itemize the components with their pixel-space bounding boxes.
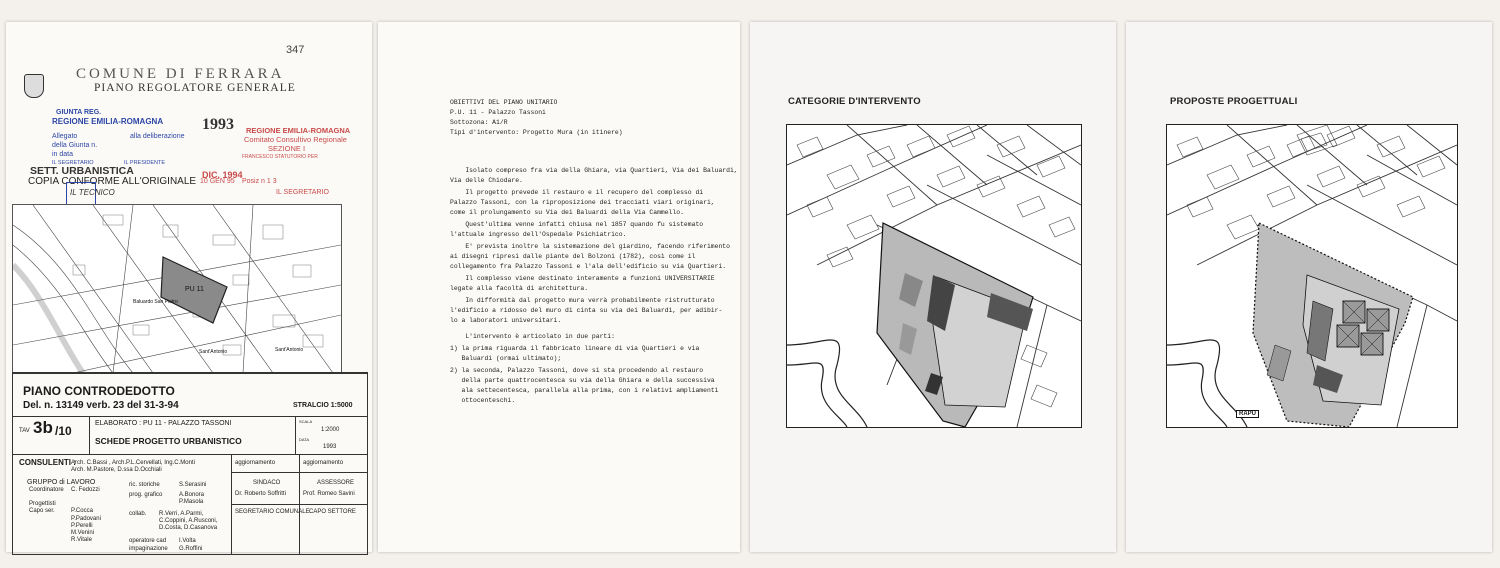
impaginazione-label: impaginazione xyxy=(129,546,168,552)
segretario-label: IL SEGRETARIO xyxy=(52,160,94,166)
proposte-title: PROPOSTE PROGETTUALI xyxy=(1170,96,1298,107)
gruppo-label: GRUPPO di LAVORO xyxy=(27,479,96,486)
consulenti-line1: Arch. C.Bassi , Arch.P.L.Cervellati, Ing.C.Monti xyxy=(71,460,195,466)
coat-of-arms-icon xyxy=(24,74,44,98)
delib-label: alla deliberazione xyxy=(130,133,185,140)
scala-label: SCALA xyxy=(299,419,313,424)
sindaco-label: SINDACO xyxy=(253,480,281,486)
progettista-2: P.Padovani xyxy=(71,516,101,522)
cover-sheet xyxy=(6,22,372,552)
progettista-5: R.Vitale xyxy=(71,537,92,543)
map-santantonio-label: Sant'Antonio xyxy=(199,349,228,355)
red-stamp-region: REGIONE EMILIA-ROMAGNA xyxy=(246,126,351,135)
storico-1: S.Serasini xyxy=(179,482,207,488)
stamp-posiz: Posiz n 1 3 xyxy=(242,178,277,185)
proposte-map xyxy=(1166,124,1458,428)
coordinatore-label: Coordinatore xyxy=(29,487,64,493)
prg-title: PIANO REGOLATORE GENERALE xyxy=(94,82,296,94)
piano-controdedotto: PIANO CONTRODEDOTTO xyxy=(23,384,175,398)
progettisti-label: Progettisti xyxy=(29,501,56,507)
progettista-1: P.Cocca xyxy=(71,508,93,514)
proposte-page xyxy=(1126,22,1492,552)
data-title: DATA xyxy=(299,437,310,442)
stralcio-label: STRALCIO 1:5000 xyxy=(293,402,353,409)
paragraph-3: Quest'ultima venne infatti chiusa nel 1857 quando fu sistemato l'attuale ingresso dell'Ospedale Psichiatrico. xyxy=(450,221,704,238)
capo-settore: CAPO SETTORE xyxy=(309,509,356,515)
paragraph-2: Il progetto prevede il restauro e il recupero del complesso di Palazzo Tassoni, con la riproposizione dei tracciati viari originari, come il prolungamento su Via dei Baluardi della Via Cammello. xyxy=(450,189,715,216)
paragraph-6: In difformità dal progetto mura verrà probabilmente ristrutturato l'edificio a ridosso del muro di cinta su via dei Baluardi, per adibir- lo a laboratori universitari. xyxy=(450,297,723,324)
copia-conforme: COPIA CONFORME ALL'ORIGINALE xyxy=(28,176,197,187)
segretario-comunale: SEGRETARIO COMUNALE xyxy=(235,509,310,515)
page-number: 347 xyxy=(286,44,305,56)
capo-ser-label: Capo ser. xyxy=(29,508,55,514)
consulenti-label: CONSULENTI : xyxy=(19,458,76,467)
categorie-map-svg xyxy=(787,125,1081,427)
allegato-label: Allegato xyxy=(52,133,78,140)
rapu-label: RAPU xyxy=(1236,410,1259,418)
title-block xyxy=(12,372,368,555)
ric-storiche-label: ric. storiche xyxy=(129,482,160,488)
categorie-title: CATEGORIE D'INTERVENTO xyxy=(788,96,921,107)
elaborato-label: ELABORATO : PU 11 - PALAZZO TASSONI xyxy=(95,420,232,427)
paragraph-9: 2) la seconda, Palazzo Tassoni, dove si sta procedendo al restauro della parte quattrocentesca su via della Ghiara e della successiva ala settecentesca, parallela alla prima, con i relativi ampliamenti ottocenteschi. xyxy=(450,367,719,404)
year-label: 1993 xyxy=(202,116,234,133)
collab-1: R.Verri, A.Parmi, xyxy=(159,511,204,517)
progettista-4: M.Venini xyxy=(71,530,95,536)
data-value: 1993 xyxy=(323,444,337,450)
red-stamp-sezione: SEZIONE I xyxy=(268,144,306,153)
sett-urbanistica: SETT. URBANISTICA xyxy=(30,165,134,177)
objectives-header-1: OBIETTIVI DEL PIANO UNITARIO xyxy=(450,99,558,106)
proposte-map-svg xyxy=(1167,125,1457,427)
stamp-date2: 10 GEN 95 xyxy=(200,178,235,185)
stamp-date: DIC. 1994 xyxy=(202,170,243,180)
operatore-2: G.Roffini xyxy=(179,546,203,552)
paragraph-8: 1) la prima riguarda il fabbricato lineare di via Quartieri e via Baluardi (ormai ultimato); xyxy=(450,345,700,362)
red-segretario: IL SEGRETARIO xyxy=(276,189,329,196)
paragraph-7: L'intervento è articolato in due parti: xyxy=(450,333,615,340)
tecnico-label: IL TECNICO xyxy=(70,188,115,197)
aggiornamento-2: aggiornamento xyxy=(303,460,344,466)
red-stamp-line4: FRANCESCO STATUTORIO PER xyxy=(242,154,318,160)
objectives-header-4: Tipi d'intervento: Progetto Mura (in itinere) xyxy=(450,129,623,136)
location-map xyxy=(12,204,342,374)
tav-denominator: /10 xyxy=(55,424,72,438)
comune-title: COMUNE DI FERRARA xyxy=(76,66,285,82)
consulenti-line2: Arch. M.Pastore, D.ssa D.Occhiali xyxy=(71,467,162,473)
storico-2: A.Bonora xyxy=(179,492,205,498)
operatore-1: I.Volta xyxy=(179,538,196,544)
prog-grafico-label: prog. grafico xyxy=(129,492,163,498)
operatore-label: operatore cad xyxy=(129,538,167,544)
aggiornamento-1: aggiornamento xyxy=(235,460,276,466)
storico-3: P.Masola xyxy=(179,499,204,505)
location-map-svg xyxy=(13,205,341,373)
data-label: in data xyxy=(52,151,74,158)
objectives-page xyxy=(378,22,740,552)
progettista-3: P.Perelli xyxy=(71,523,93,529)
paragraph-4: E' prevista inoltre la sistemazione del giardino, facendo riferimento ai disegni ripresi dalle piante del Bolzoni (1782), così come il collegamento fra Palazzo Tassoni e l'ala dell'edificio su via Quartieri. xyxy=(450,243,730,270)
sindaco-name: Dr. Roberto Soffritti xyxy=(235,491,286,497)
assessore-label: ASSESSORE xyxy=(317,480,355,486)
assessore-name: Prof. Romeo Savini xyxy=(303,491,355,497)
map-baluardo-label: Baluardo San Pietro xyxy=(133,299,178,305)
collab-label: collab. xyxy=(129,511,147,517)
objectives-header-2: P.U. 11 - Palazzo Tassoni xyxy=(450,109,546,116)
delib-number: Del. n. 13149 verb. 23 del 31-3-94 xyxy=(23,400,179,411)
tav-number: 3b xyxy=(33,418,53,437)
giunta-label: della Giunta n. xyxy=(52,142,98,149)
paragraph-5: Il complesso viene destinato interamente a funzioni UNIVERSITARIE legate alla facoltà di architettura. xyxy=(450,275,715,292)
map-pu-label: PU 11 xyxy=(185,286,204,293)
paragraph-1: Isolato compreso fra via della Ghiara, via Quartieri, Via dei Baluardi, Via delle Chiodare. xyxy=(450,167,738,184)
presidente-label: IL PRESIDENTE xyxy=(124,160,166,166)
collab-3: D.Costa, D.Casanova xyxy=(159,525,218,531)
schede-label: SCHEDE PROGETTO URBANISTICO xyxy=(95,436,242,446)
categorie-page xyxy=(750,22,1116,552)
tav-label: TAV xyxy=(19,428,30,434)
coordinatore-name: C. Fedozzi xyxy=(71,487,100,493)
red-stamp-comitato: Comitato Consultivo Regionale xyxy=(244,135,347,144)
regione-stamp: REGIONE EMILIA-ROMAGNA xyxy=(52,117,164,126)
collab-2: C.Coppini, A.Rusconi, xyxy=(159,518,218,524)
map-santantonio2-label: Sant'Antonio xyxy=(275,347,304,353)
scala-value: 1:2000 xyxy=(321,427,340,433)
categorie-map xyxy=(786,124,1082,428)
giunta-stamp: GIUNTA REG. xyxy=(56,109,102,116)
objectives-header-3: Sottozona: A1/R xyxy=(450,119,508,126)
